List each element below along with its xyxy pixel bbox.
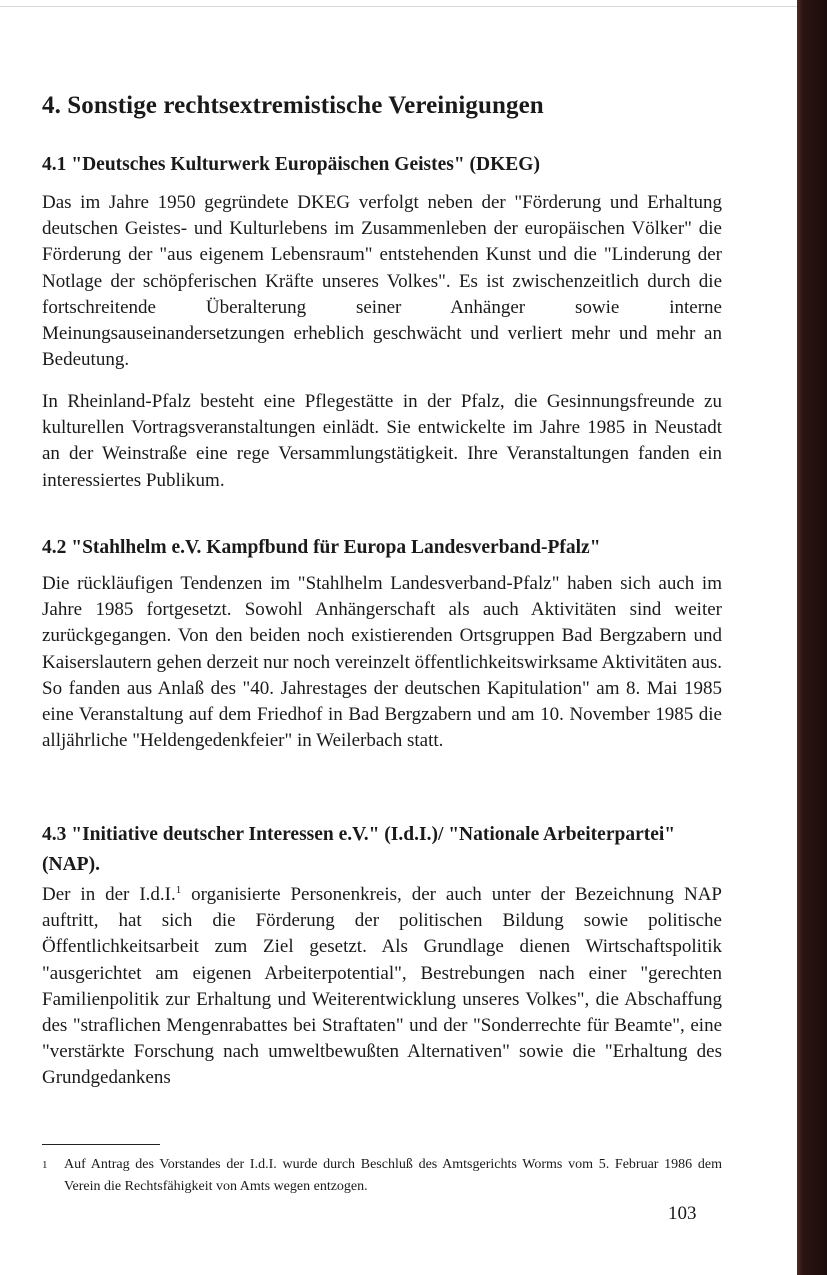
section-4-1-paragraph-1: Das im Jahre 1950 gegründete DKEG verfolgt neben der "Förderung und Erhaltung deutschen Geistes- und Kulturlebens im Zusammenleben der europäischen Völker" die Förderung der "aus eigenem Lebensraum" entstehenden Kunst und die "Linderung der Notlage der schöpferischen Kräfte unseres Volkes". Es ist zwischenzeitlich durch die fortschreitende Überalterung seiner Anhänger sowie interne Meinungsauseinandersetzungen erheblich geschwächt und verliert mehr und mehr an Bedeutung. [42, 192, 722, 371]
section-4-1-paragraph-2: In Rheinland-Pfalz besteht eine Pflegestätte in der Pfalz, die Gesinnungsfreunde zu kulturellen Vortragsveranstaltungen einlädt. Sie entwickelte im Jahre 1985 in Neustadt an der Weinstraße eine rege Versammlungstätigkeit. Ihre Veranstaltungen fanden ein interessiertes Publikum. [42, 391, 722, 491]
section-4-3-paragraph-1 [42, 882, 722, 1092]
section-heading-4-3-text: 4.3 "Initiative deutscher Interessen e.V." (I.d.I.)/ "Nationale Arbeiterpartei" (NAP). [42, 824, 676, 875]
chapter-title: 4. Sonstige rechtsextremistische Vereinigungen [42, 92, 544, 119]
footnote-mark: 1 [42, 1159, 48, 1171]
book-binding-edge [797, 0, 827, 1275]
page-top-edge [0, 6, 797, 7]
section-heading-4-2: 4.2 "Stahlhelm e.V. Kampfbund für Europa Landesverband-Pfalz" [42, 537, 601, 558]
section-heading-4-1: 4.1 "Deutsches Kulturwerk Europäischen Geistes" (DKEG) [42, 154, 540, 175]
section-4-2-paragraph-1: Die rückläufigen Tendenzen im "Stahlhelm Landesverband-Pfalz" haben sich auch im Jahre 1985 fortgesetzt. Sowohl Anhängerschaft als auch Aktivitäten sind weiter zurückgegangen. Von den beiden noch existierenden Ortsgruppen Bad Bergzabern und Kaiserslautern gehen derzeit nur noch vereinzelt öffentlichkeitswirksame Aktivitäten aus. So fanden aus Anlaß des "40. Jahrestages der deutschen Kapitulation" am 8. Mai 1985 eine Veranstaltung auf dem Friedhof in Bad Bergzabern und am 10. November 1985 die alljährliche "Heldengedenkfeier" in Weilerbach statt. [42, 573, 722, 752]
footnote-text: Auf Antrag des Vorstandes der I.d.I. wurde durch Beschluß des Amtsgerichts Worms vom 5. Februar 1986 dem Verein die Rechtsfähigkeit von Amts wegen entzogen. [64, 1157, 722, 1194]
section-heading-4-3 [42, 820, 722, 880]
page-number: 103 [668, 1203, 697, 1224]
footnote [42, 1154, 722, 1198]
footnote-reference[interactable]: 1 [175, 884, 182, 896]
section-4-3-paragraph-lead: Der in der I.d.I. [42, 884, 176, 905]
footnote-separator [42, 1144, 160, 1145]
section-4-3-paragraph-rest: organisierte Personenkreis, der auch unter der Bezeichnung NAP auftritt, hat sich die Förderung der politischen Bildung sowie politische Öffentlichkeitsarbeit zum Ziel gesetzt. Als Grundlage dienen Wirtschaftspolitik "ausgerichtet am eigenen Arbeiterpotential", Bestrebungen nach einer "gerechten Familienpolitik zur Erhaltung und Weiterentwicklung unseres Volkes", die Abschaffung des "straflichen Mengenrabattes bei Straftaten" und der "Sonderrechte für Beamte", eine "verstärkte Forschung nach umweltbewußten Alternativen" sowie die "Erhaltung des Grundgedankens [42, 884, 722, 1089]
